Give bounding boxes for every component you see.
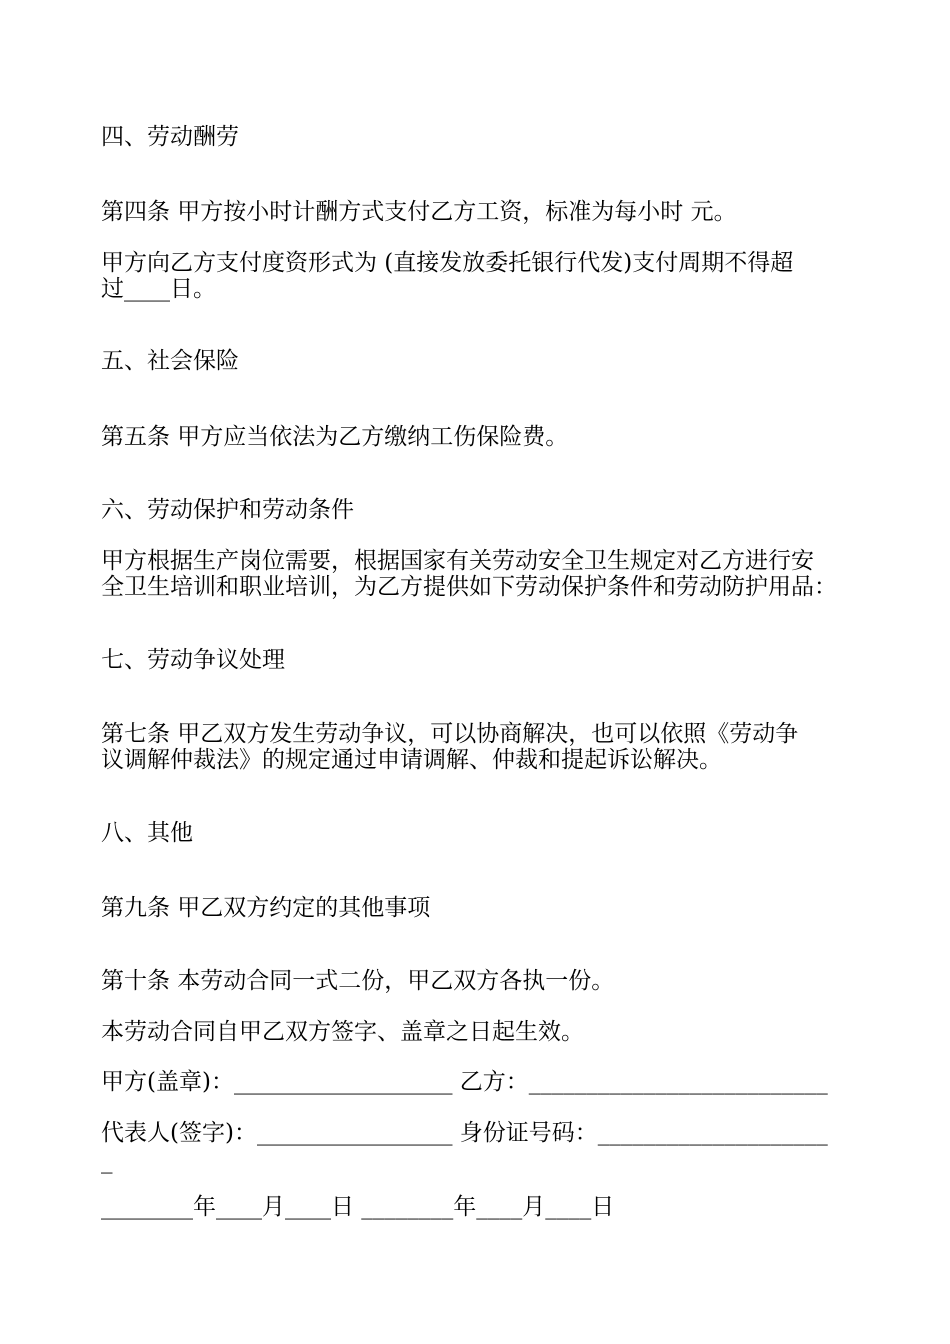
article-7-line-2: 议调解仲裁法》的规定通过申请调解、仲裁和提起诉讼解决。 [101,747,722,773]
payment-form-line-2: 过____日。 [101,276,216,302]
section-heading-other: 八、其他 [101,820,193,846]
article-4-text: 第四条 甲方按小时计酬方式支付乙方工资，标准为每小时 元。 [101,199,737,225]
signature-party-line: 甲方(盖章)：___________________ 乙方：__________________________ [101,1069,828,1095]
labor-protection-line-2: 全卫生培训和职业培训，为乙方提供如下劳动保护条件和劳动防护用品： [101,574,837,600]
article-5-text: 第五条 甲方应当依法为乙方缴纳工伤保险费。 [101,424,569,450]
article-10-text: 第十条 本劳动合同一式二份，甲乙双方各执一份。 [101,968,615,994]
signature-representative-overflow: _ [101,1148,113,1174]
section-heading-labor-remuneration: 四、劳动酬劳 [101,124,239,150]
section-heading-labor-protection: 六、劳动保护和劳动条件 [101,497,354,523]
signature-date-line: ________年____月____日 ________年____月____日 [101,1194,615,1220]
article-9-text: 第九条 甲乙双方约定的其他事项 [101,895,431,921]
section-heading-social-insurance: 五、社会保险 [101,348,239,374]
effective-clause: 本劳动合同自甲乙双方签字、盖章之日起生效。 [101,1019,584,1045]
article-7-line-1: 第七条 甲乙双方发生劳动争议，可以协商解决，也可以依照《劳动争 [101,721,799,747]
payment-form-line-1: 甲方向乙方支付度资形式为 (直接发放委托银行代发)支付周期不得超 [101,250,794,276]
signature-representative-line: 代表人(签字)：_________________ 身份证号码：____________________ [101,1120,828,1146]
section-heading-labor-dispute: 七、劳动争议处理 [101,647,285,673]
labor-protection-line-1: 甲方根据生产岗位需要，根据国家有关劳动安全卫生规定对乙方进行安 [101,548,814,574]
